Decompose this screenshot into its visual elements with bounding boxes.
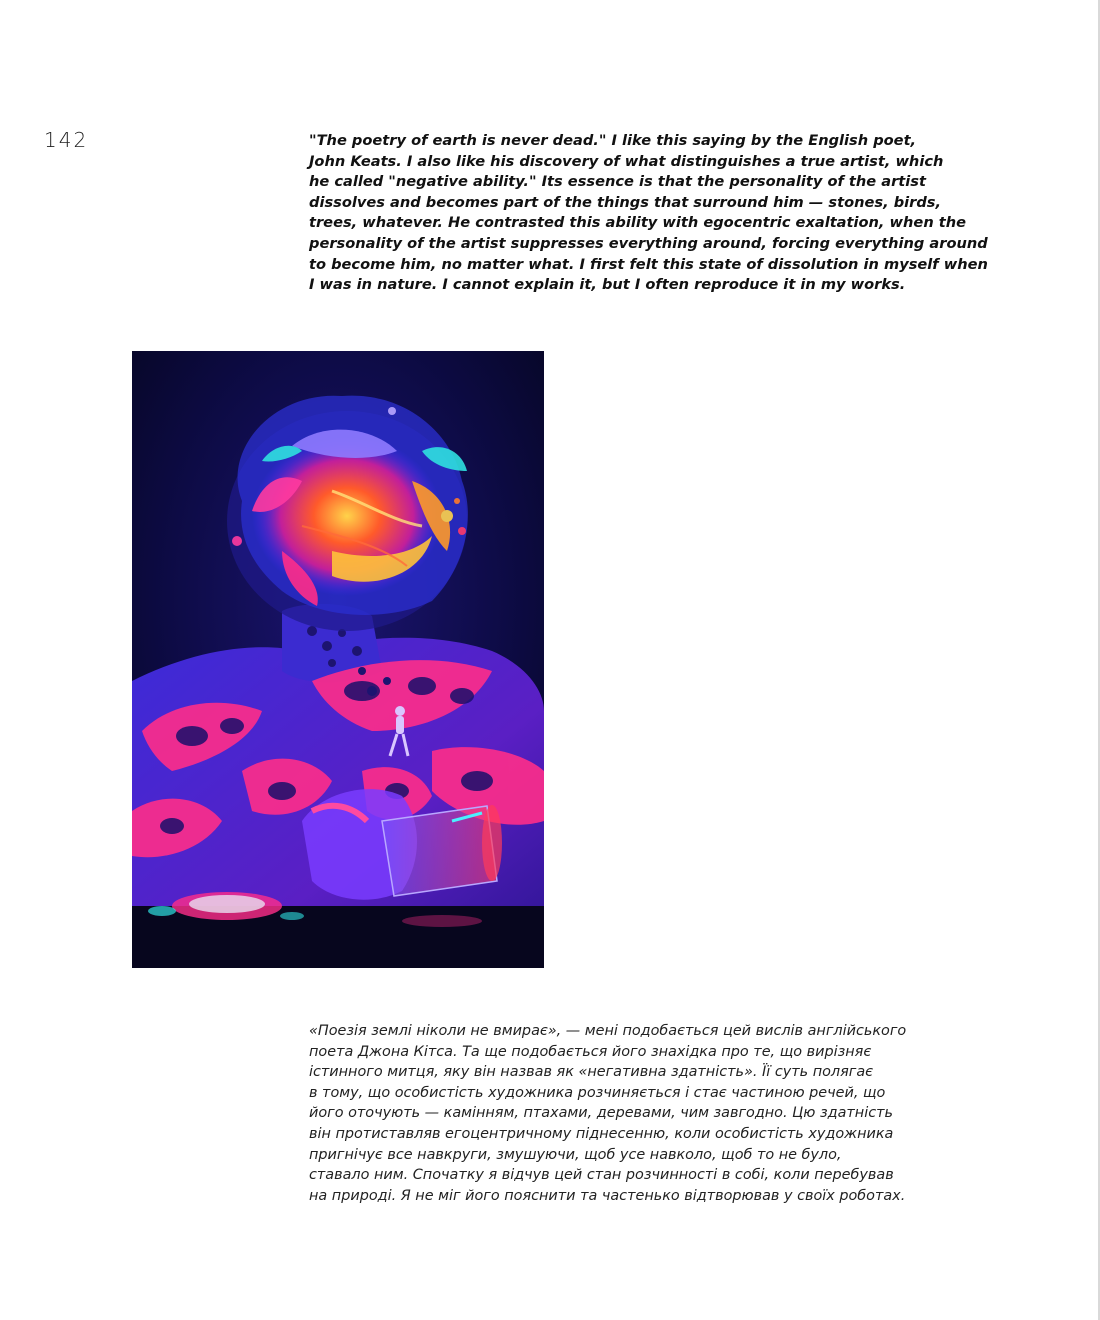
artwork-image [132, 351, 544, 968]
quote-english-line: personality of the artist suppresses everything around, forcing everything around [309, 234, 988, 252]
quote-english-line: "The poetry of earth is never dead." I like this saying by the English poet, [309, 132, 917, 149]
quote-ukrainian-line: ставало ним. Спочатку я відчув цей стан розчинності в собі, коли перебував [309, 1167, 894, 1184]
quote-ukrainian-line: його оточують — камінням, птахами, деревами, чим завгодно. Цю здатність [309, 1105, 893, 1122]
quote-english-line: to become him, no matter what. I first felt this state of dissolution in myself when [309, 255, 988, 273]
quote-ukrainian-line: в тому, що особистість художника розчиняється і стає частиною речей, що [309, 1084, 886, 1101]
quote-ukrainian-line: він протиставляв егоцентричному піднесенню, коли особистість художника [309, 1125, 894, 1142]
quote-english-line: trees, whatever. He contrasted this ability with egocentric exaltation, when the [309, 214, 967, 232]
quote-english-line: dissolves and becomes part of the things that surround him — stones, birds, [309, 193, 942, 211]
quote-english-line: he called "negative ability." Its essence is that the personality of the artist [309, 173, 926, 191]
quote-ukrainian-line: на природі. Я не міг його пояснити та частенько відтворював у своїх роботах. [309, 1187, 906, 1204]
quote-ukrainian-line: поета Джона Кітса. Та ще подобається його знахідка про те, що вирізняє [309, 1043, 872, 1060]
quote-ukrainian-line: істинного митця, яку він назвав як «негативна здатність». Її суть полягає [309, 1064, 874, 1081]
quote-english-line: John Keats. I also like his discovery of what distinguishes a true artist, which [309, 152, 944, 170]
quote-ukrainian [309, 1021, 989, 1206]
quote-english [309, 131, 988, 296]
quote-english-line: I was in nature. I cannot explain it, but I often reproduce it in my works. [309, 276, 906, 294]
quote-ukrainian-line: пригнічує все навкруги, змушуючи, щоб усе навколо, щоб то не було, [309, 1146, 842, 1163]
quote-ukrainian-line: «Поезія землі ніколи не вмирає», — мені подобається цей вислів англійського [309, 1023, 907, 1039]
page-number: 142 [44, 128, 89, 152]
